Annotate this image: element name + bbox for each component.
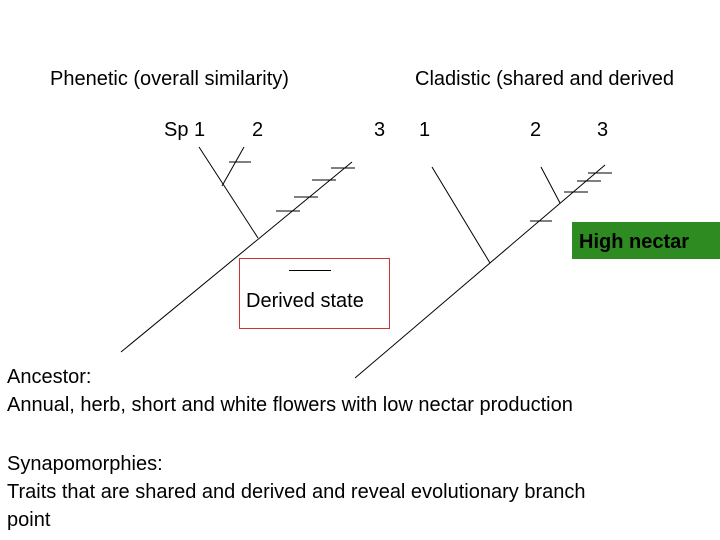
phenetic-branch-sp1 bbox=[199, 147, 258, 238]
cladistic-tree bbox=[355, 165, 605, 378]
synapomorphies-text-line2: point bbox=[7, 509, 51, 531]
high-nectar-label: High nectar bbox=[579, 231, 690, 253]
ancestor-heading: Ancestor: bbox=[7, 366, 92, 388]
high-nectar-badge bbox=[572, 222, 720, 259]
legend-derived-mark bbox=[289, 270, 331, 271]
cladistic-taxon-label: 3 bbox=[597, 119, 609, 141]
phenetic-branch-2 bbox=[222, 147, 244, 186]
phenetic-title: Phenetic (overall similarity) bbox=[50, 68, 289, 90]
cladistic-branch-1 bbox=[432, 167, 490, 263]
phenetic-derived-marks bbox=[229, 162, 355, 211]
cladistic-trunk bbox=[355, 165, 605, 378]
ancestor-text: Annual, herb, short and white flowers with low nectar production bbox=[7, 394, 573, 416]
cladistic-branch-2 bbox=[541, 167, 560, 203]
cladistic-title: Cladistic (shared and derived bbox=[415, 68, 675, 90]
synapomorphies-text-line1: Traits that are shared and derived and reveal evolutionary branch bbox=[7, 481, 586, 503]
synapomorphies-heading: Synapomorphies: bbox=[7, 453, 163, 475]
phenetic-taxon-label: 3 bbox=[374, 119, 386, 141]
cladistic-taxon-label: 2 bbox=[530, 119, 542, 141]
phenetic-taxon-label: Sp 1 bbox=[164, 119, 206, 141]
synapomorphies-block bbox=[7, 450, 713, 534]
cladistic-taxon-label: 1 bbox=[419, 119, 431, 141]
phenetic-taxon-label: 2 bbox=[252, 119, 264, 141]
cladistic-derived-marks bbox=[530, 173, 612, 221]
legend-label: Derived state bbox=[246, 290, 364, 312]
ancestor-block bbox=[7, 363, 713, 419]
derived-state-legend bbox=[239, 258, 390, 329]
